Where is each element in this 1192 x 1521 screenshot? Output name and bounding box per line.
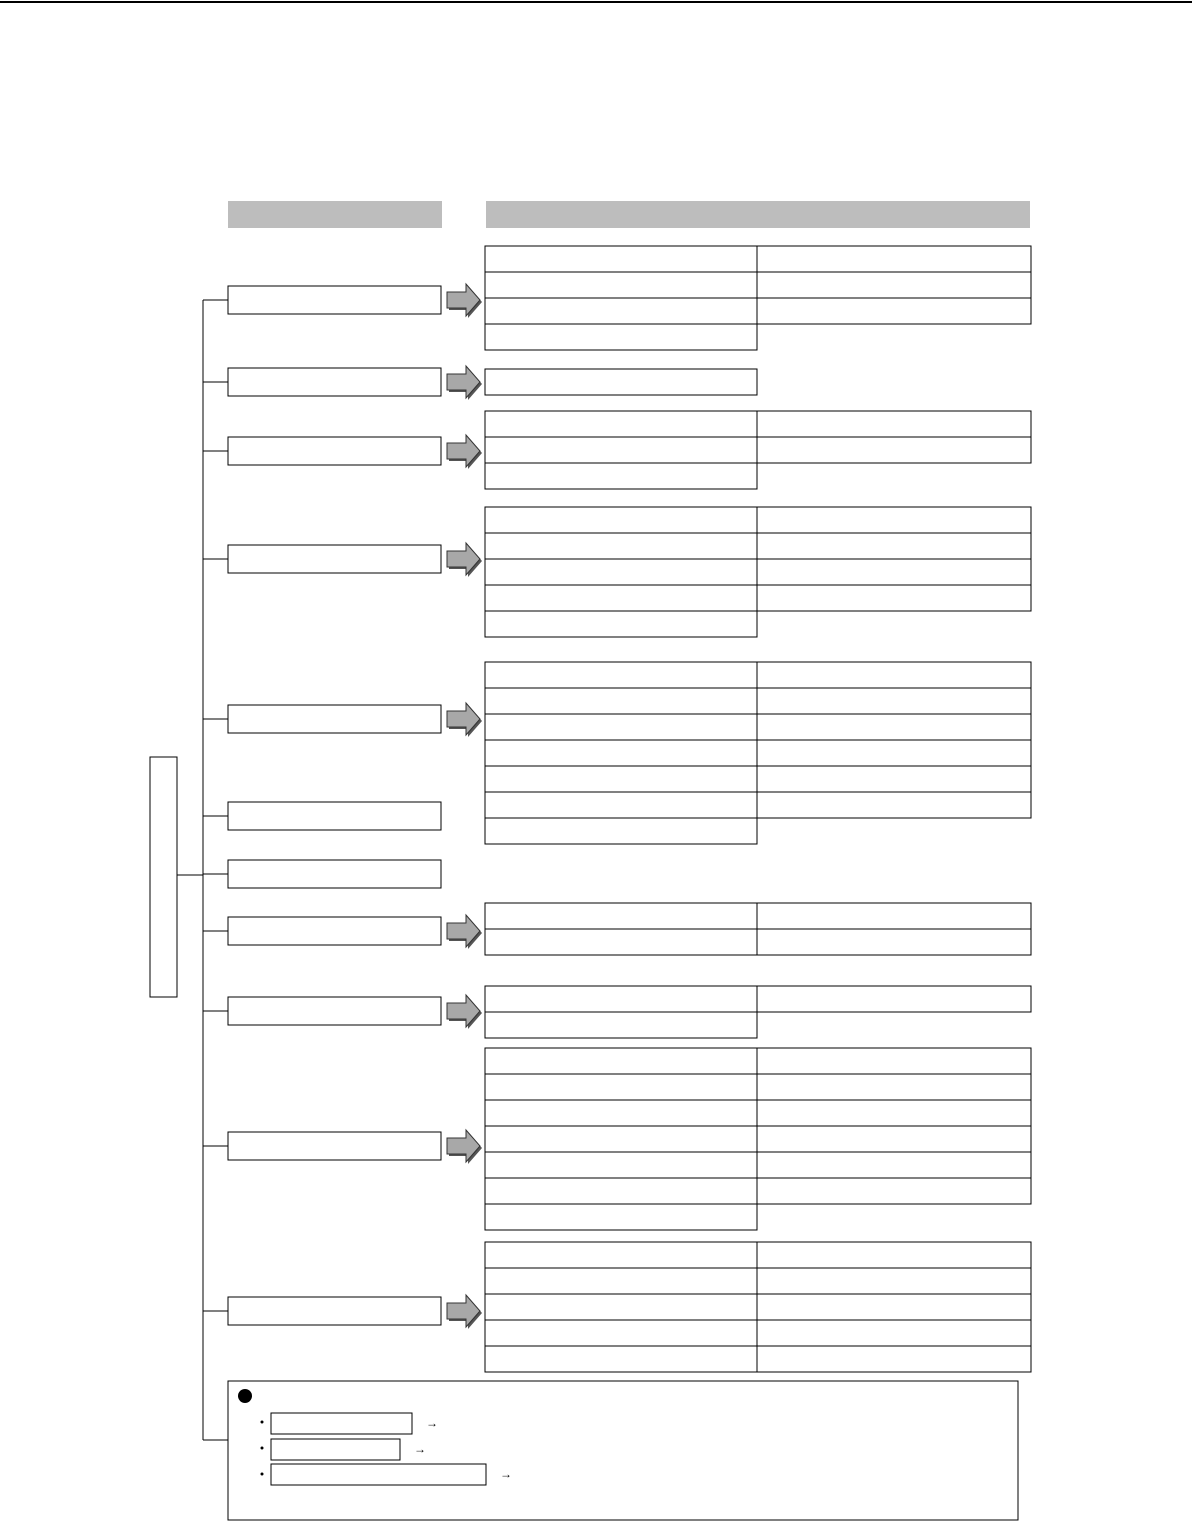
table-cell: [485, 1242, 757, 1268]
table-cell: [757, 1178, 1031, 1204]
table-row: [485, 411, 1031, 437]
arrow-right-icon: [447, 915, 482, 949]
arrow-right-icon: [447, 703, 482, 737]
table-row: [485, 714, 1031, 740]
category-box: [228, 860, 441, 888]
category-group: [203, 411, 1031, 489]
table-row: [485, 246, 1031, 272]
header-left: [228, 201, 442, 228]
arrow-right-icon: [447, 995, 482, 1029]
arrow-right-icon: [447, 1130, 482, 1164]
table-cell: [757, 1074, 1031, 1100]
table-cell: [757, 298, 1031, 324]
category-group: [203, 802, 441, 830]
table-row: [485, 437, 1031, 463]
table-cell: [757, 1346, 1031, 1372]
table-cell: [757, 986, 1031, 1012]
detail-table: [485, 246, 1031, 350]
table-cell: [485, 533, 757, 559]
arrow-right-icon: [447, 1295, 482, 1329]
table-cell: [757, 1242, 1031, 1268]
table-cell: [757, 1152, 1031, 1178]
note-dot-icon: [261, 1473, 264, 1476]
table-cell: [485, 1268, 757, 1294]
note-box: [203, 1381, 1018, 1520]
table-row: [485, 1268, 1031, 1294]
table-cell: [757, 662, 1031, 688]
table-cell: [485, 411, 757, 437]
table-cell: [485, 298, 757, 324]
category-group: [203, 246, 1031, 350]
detail-table: [485, 369, 757, 395]
category-box: [228, 917, 441, 945]
note-item: [261, 1464, 513, 1485]
table-row: [485, 1346, 1031, 1372]
table-cell: [485, 1048, 757, 1074]
note-arrow-icon: →: [426, 1416, 438, 1430]
table-cell: [485, 662, 757, 688]
detail-table: [485, 1242, 1031, 1372]
table-cell: [757, 533, 1031, 559]
category-box: [228, 286, 441, 314]
table-cell: [757, 688, 1031, 714]
table-cell: [757, 1126, 1031, 1152]
table-row: [485, 688, 1031, 714]
table-cell: [757, 1048, 1031, 1074]
table-cell: [757, 437, 1031, 463]
root-node: [150, 757, 177, 997]
table-row: [485, 324, 757, 350]
table-cell: [757, 903, 1031, 929]
table-cell: [757, 1294, 1031, 1320]
table-cell: [757, 272, 1031, 298]
note-arrow-icon: →: [500, 1467, 512, 1481]
table-row: [485, 369, 757, 395]
table-row: [485, 1126, 1031, 1152]
table-cell: [485, 1100, 757, 1126]
note-arrow-icon: →: [414, 1442, 426, 1456]
table-row: [485, 1048, 1031, 1074]
header-right: [486, 201, 1030, 228]
category-box: [228, 997, 441, 1025]
table-cell: [485, 1012, 757, 1038]
table-cell: [485, 929, 757, 955]
table-row: [485, 272, 1031, 298]
table-row: [485, 1074, 1031, 1100]
detail-table: [485, 411, 1031, 489]
detail-table: [485, 662, 1031, 844]
table-cell: [485, 1126, 757, 1152]
table-cell: [757, 559, 1031, 585]
table-row: [485, 1152, 1031, 1178]
table-cell: [485, 463, 757, 489]
table-row: [485, 986, 1031, 1012]
table-row: [485, 818, 757, 844]
table-cell: [485, 559, 757, 585]
table-cell: [757, 766, 1031, 792]
category-box: [228, 1132, 441, 1160]
arrow-right-icon: [447, 435, 482, 469]
note-dot-icon: [261, 1421, 264, 1424]
table-cell: [757, 792, 1031, 818]
table-cell: [485, 611, 757, 637]
arrow-right-icon: [447, 543, 482, 577]
detail-table: [485, 986, 1031, 1038]
detail-table: [485, 1048, 1031, 1230]
table-cell: [757, 929, 1031, 955]
table-cell: [485, 792, 757, 818]
table-row: [485, 1012, 757, 1038]
category-group: [203, 1242, 1031, 1372]
table-cell: [757, 507, 1031, 533]
table-cell: [757, 246, 1031, 272]
table-row: [485, 507, 1031, 533]
category-group: [203, 903, 1031, 955]
note-item: [261, 1413, 439, 1434]
table-cell: [485, 246, 757, 272]
category-box: [228, 705, 441, 733]
table-cell: [757, 740, 1031, 766]
table-cell: [485, 1294, 757, 1320]
table-cell: [485, 986, 757, 1012]
table-cell: [485, 1152, 757, 1178]
table-cell: [485, 369, 757, 395]
table-cell: [485, 818, 757, 844]
table-cell: [485, 437, 757, 463]
table-cell: [757, 411, 1031, 437]
category-box: [228, 437, 441, 465]
table-row: [485, 929, 1031, 955]
category-box: [228, 1297, 441, 1325]
categories: [203, 246, 1031, 1372]
table-row: [485, 1320, 1031, 1346]
arrow-right-icon: [447, 284, 482, 318]
table-cell: [485, 1178, 757, 1204]
table-cell: [485, 688, 757, 714]
table-row: [485, 559, 1031, 585]
detail-table: [485, 903, 1031, 955]
table-cell: [485, 1074, 757, 1100]
table-cell: [757, 585, 1031, 611]
table-row: [485, 766, 1031, 792]
category-group: [203, 860, 441, 888]
table-cell: [485, 714, 757, 740]
table-row: [485, 1204, 757, 1230]
detail-table: [485, 507, 1031, 637]
table-cell: [485, 740, 757, 766]
table-cell: [485, 1204, 757, 1230]
category-group: [203, 986, 1031, 1038]
table-row: [485, 1178, 1031, 1204]
table-row: [485, 903, 1031, 929]
note-bullet-icon: [238, 1389, 252, 1403]
category-group: [203, 507, 1031, 637]
table-cell: [485, 585, 757, 611]
arrow-right-icon: [447, 366, 482, 400]
table-cell: [757, 1320, 1031, 1346]
table-row: [485, 1242, 1031, 1268]
category-box: [228, 802, 441, 830]
table-cell: [485, 272, 757, 298]
table-cell: [485, 1346, 757, 1372]
table-cell: [485, 507, 757, 533]
table-cell: [485, 1320, 757, 1346]
table-cell: [757, 714, 1031, 740]
table-row: [485, 662, 1031, 688]
category-box: [228, 368, 441, 396]
table-row: [485, 298, 1031, 324]
table-row: [485, 463, 757, 489]
category-group: [203, 1048, 1031, 1230]
table-row: [485, 533, 1031, 559]
table-cell: [485, 766, 757, 792]
table-row: [485, 792, 1031, 818]
note-dot-icon: [261, 1447, 264, 1450]
table-cell: [757, 1100, 1031, 1126]
table-row: [485, 1100, 1031, 1126]
category-group: [203, 366, 757, 400]
table-row: [485, 1294, 1031, 1320]
table-row: [485, 585, 1031, 611]
table-cell: [757, 1268, 1031, 1294]
table-cell: [485, 903, 757, 929]
table-row: [485, 611, 757, 637]
category-box: [228, 545, 441, 573]
table-cell: [485, 324, 757, 350]
table-row: [485, 740, 1031, 766]
